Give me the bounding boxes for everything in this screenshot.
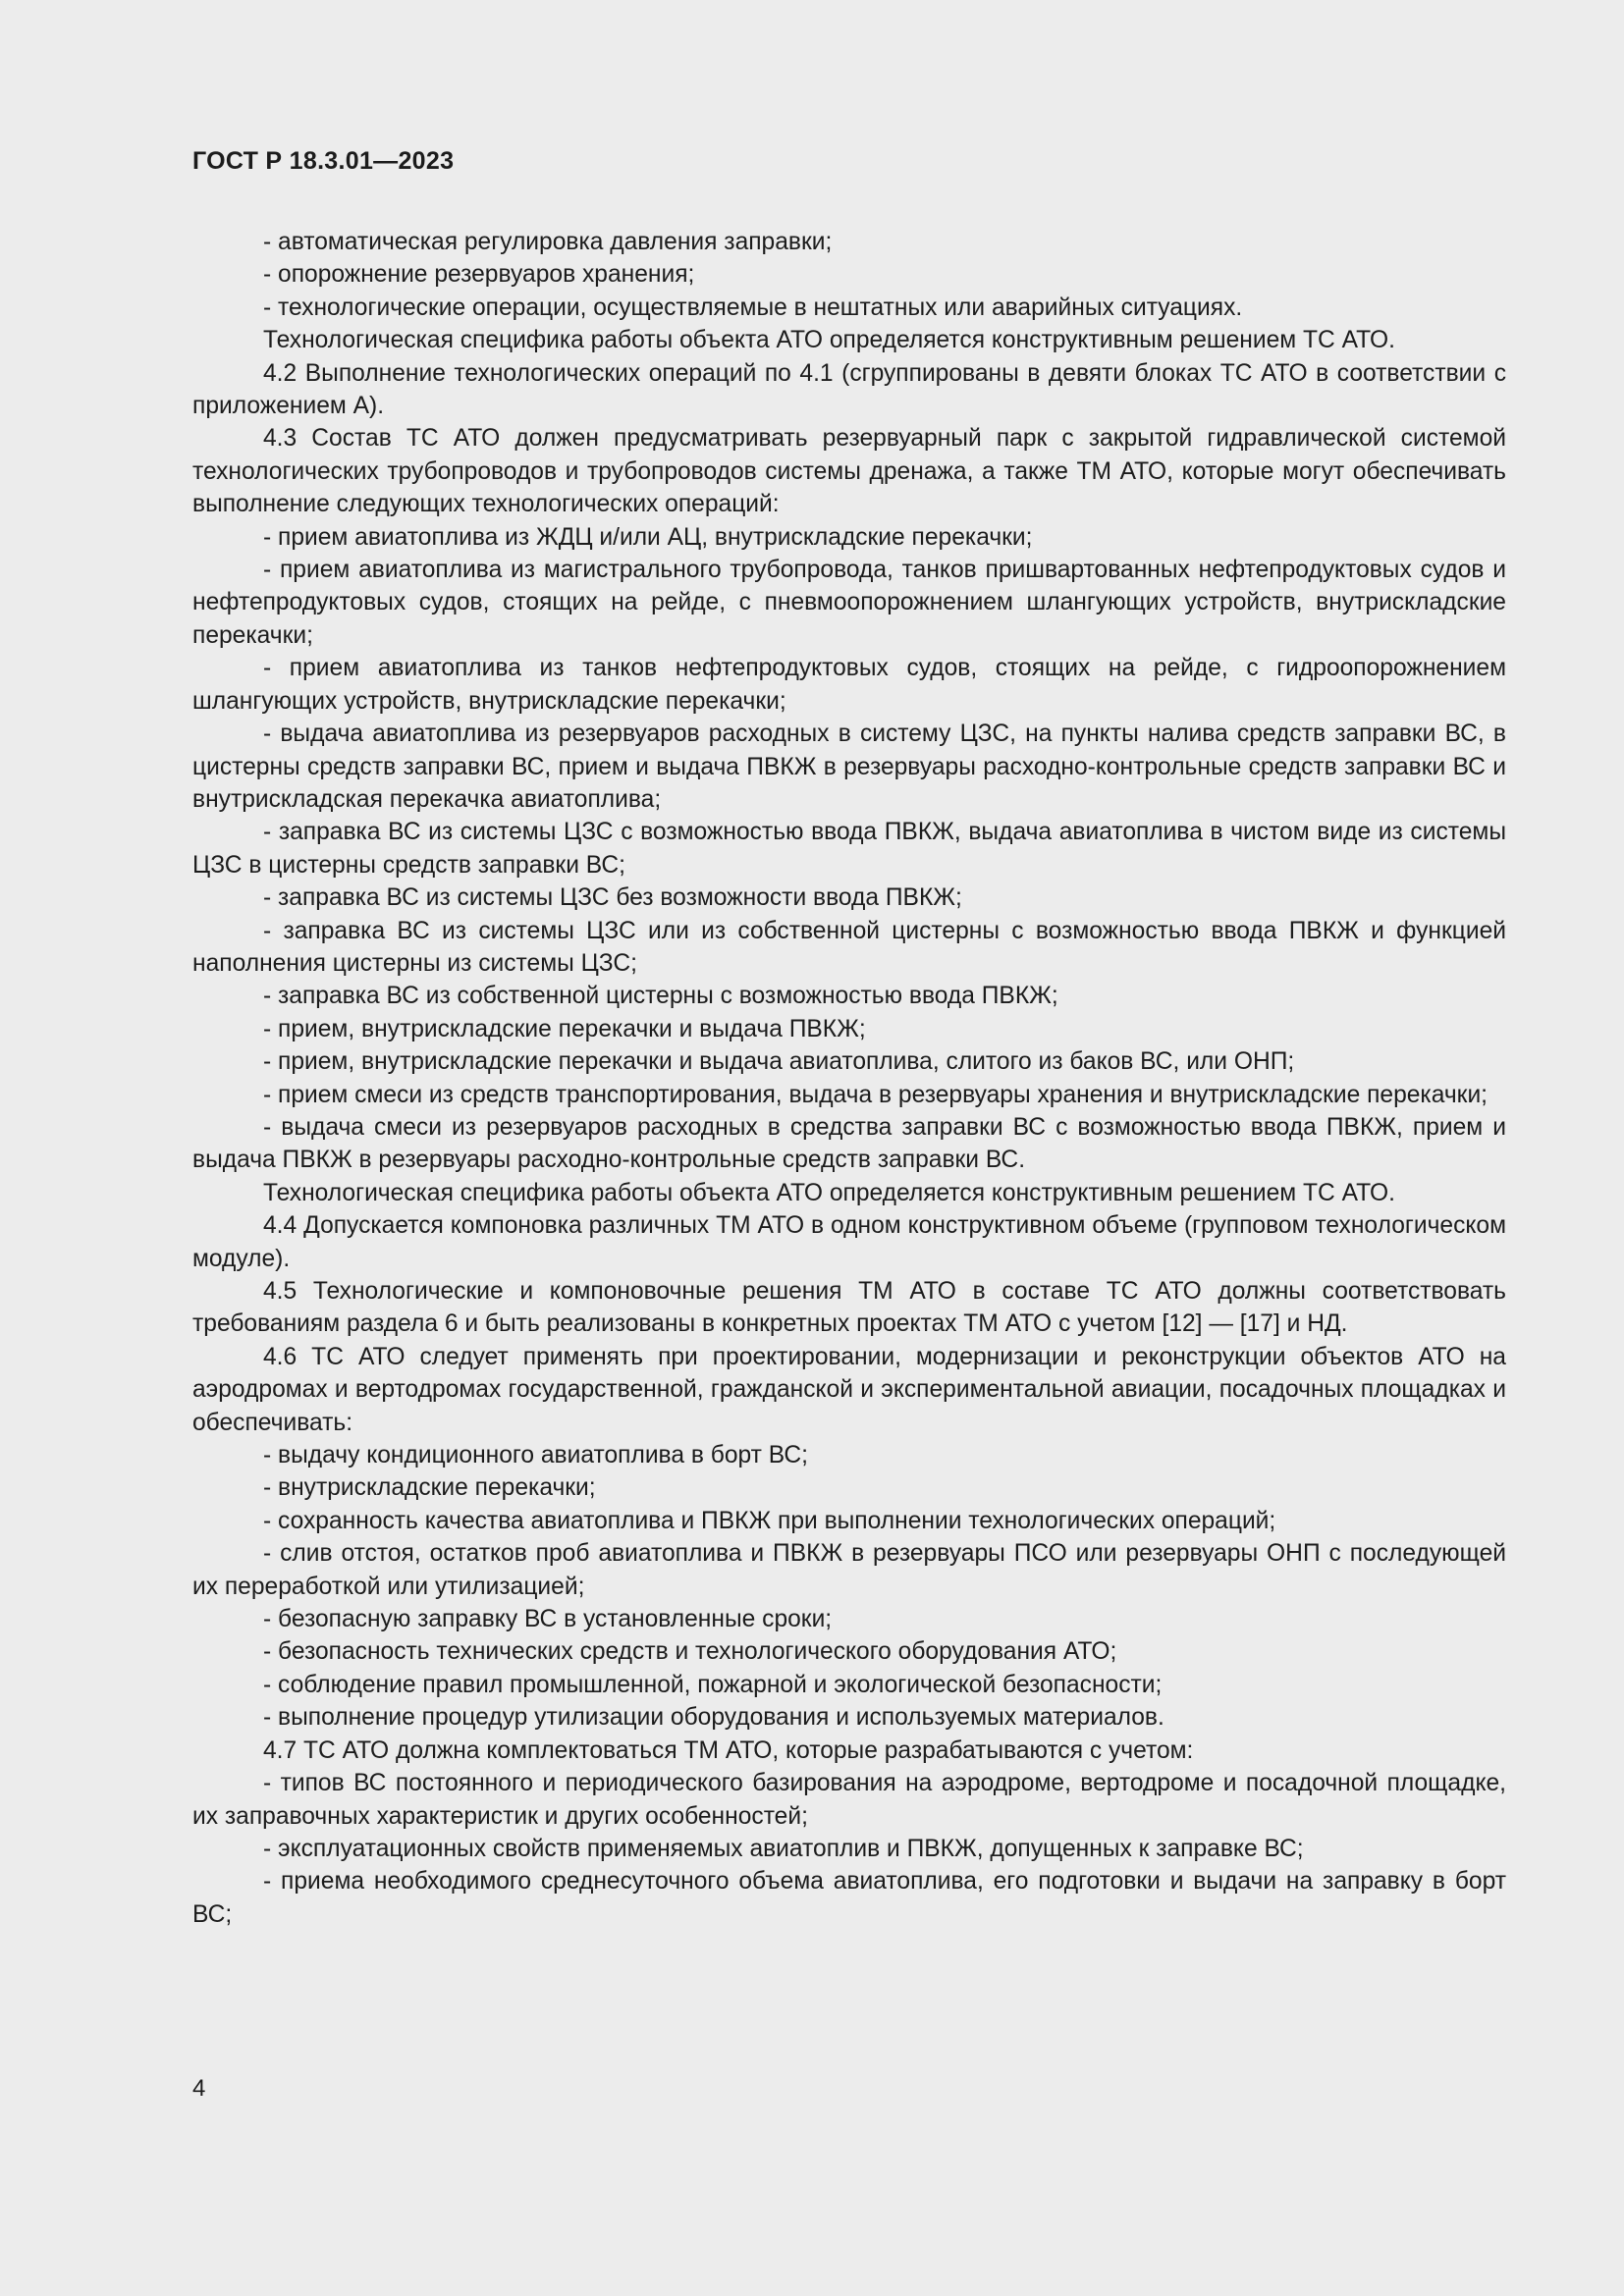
paragraph: 4.4 Допускается компоновка различных ТМ АТО в одном конструктивном объеме (групповом технологическом модуле).	[192, 1212, 1506, 1272]
paragraph: - заправка ВС из собственной цистерны с возможностью ввода ПВКЖ;	[263, 983, 1058, 1010]
paragraph: - выдачу кондиционного авиатоплива в борт ВС;	[263, 1442, 808, 1469]
paragraph: Технологическая специфика работы объекта АТО определяется конструктивным решением ТС АТО.	[263, 1179, 1395, 1206]
paragraph: 4.3 Состав ТС АТО должен предусматривать резервуарный парк с закрытой гидравлической системой технологических трубопроводов и трубопроводов системы дренажа, а также ТМ АТО, которые могут обеспечивать выполнение следующих технологических операций:	[192, 425, 1506, 518]
document-body	[192, 226, 1506, 1931]
paragraph: - соблюдение правил промышленной, пожарной и экологической безопасности;	[263, 1671, 1163, 1698]
paragraph: - слив отстоя, остатков проб авиатоплива и ПВКЖ в резервуары ПСО или резервуары ОНП с последующей их переработкой или утилизацией;	[192, 1540, 1506, 1600]
paragraph: - эксплуатационных свойств применяемых авиатоплив и ПВКЖ, допущенных к заправке ВС;	[263, 1835, 1304, 1862]
paragraph: - типов ВС постоянного и периодического базирования на аэродроме, вертодроме и посадочной площадке, их заправочных характеристик и других особенностей;	[192, 1770, 1506, 1830]
paragraph: - безопасную заправку ВС в установленные сроки;	[263, 1606, 833, 1633]
paragraph: - выполнение процедур утилизации оборудования и используемых материалов.	[263, 1704, 1164, 1732]
paragraph: - приема необходимого среднесуточного объема авиатоплива, его подготовки и выдачи на заправку в борт ВС;	[192, 1868, 1506, 1928]
page-number: 4	[192, 2075, 206, 2102]
paragraph: - автоматическая регулировка давления заправки;	[263, 229, 833, 255]
paragraph: - безопасность технических средств и технологического оборудования АТО;	[263, 1638, 1117, 1666]
paragraph: - заправка ВС из системы ЦЗС с возможностью ввода ПВКЖ, выдача авиатоплива в чистом виде из системы ЦЗС в цистерны средств заправки ВС;	[192, 819, 1506, 879]
paragraph: - прием авиатоплива из танков нефтепродуктовых судов, стоящих на рейде, с гидроопорожнением шлангующих устройств, внутрискладские перекачки;	[192, 655, 1506, 715]
paragraph: - прием, внутрискладские перекачки и выдача ПВКЖ;	[263, 1015, 866, 1042]
paragraph: Технологическая специфика работы объекта АТО определяется конструктивным решением ТС АТО.	[263, 327, 1395, 354]
paragraph: - внутрискладские перекачки;	[263, 1474, 596, 1502]
paragraph: 4.7 ТС АТО должна комплектоваться ТМ АТО, которые разрабатываются с учетом:	[263, 1736, 1194, 1764]
document-header: ГОСТ Р 18.3.01—2023	[192, 147, 455, 175]
paragraph: 4.2 Выполнение технологических операций по 4.1 (сгруппированы в девяти блоках ТС АТО в соответствии с приложением А).	[192, 359, 1506, 420]
paragraph: - прием авиатоплива из ЖДЦ и/или АЦ, внутрискладские перекачки;	[263, 523, 1033, 551]
paragraph: - выдача авиатоплива из резервуаров расходных в систему ЦЗС, на пункты налива средств заправки ВС, в цистерны средств заправки ВС, прием и выдача ПВКЖ в резервуары расходно-контрольные средств заправки ВС и внутрискладская перекачка авиатоплива;	[192, 721, 1506, 813]
paragraph: - прием, внутрискладские перекачки и выдача авиатоплива, слитого из баков ВС, или ОНП;	[263, 1048, 1295, 1076]
paragraph: - выдача смеси из резервуаров расходных в средства заправки ВС с возможностью ввода ПВКЖ, прием и выдача ПВКЖ в резервуары расходно-контрольные средств заправки ВС.	[192, 1113, 1506, 1174]
paragraph: - прием смеси из средств транспортирования, выдача в резервуары хранения и внутрискладские перекачки;	[263, 1081, 1489, 1108]
paragraph: - заправка ВС из системы ЦЗС или из собственной цистерны с возможностью ввода ПВКЖ и функцией наполнения цистерны из системы ЦЗС;	[192, 917, 1506, 977]
paragraph: - технологические операции, осуществляемые в нештатных или аварийных ситуациях.	[263, 294, 1243, 321]
paragraph: - прием авиатоплива из магистрального трубопровода, танков пришвартованных нефтепродуктовых судов и нефтепродуктовых судов, стоящих на рейде, с пневмоопорожнением шлангующих устройств, внутрискладские перекачки;	[192, 557, 1506, 649]
paragraph: - заправка ВС из системы ЦЗС без возможности ввода ПВКЖ;	[263, 884, 962, 912]
paragraph: 4.6 ТС АТО следует применять при проектировании, модернизации и реконструкции объектов АТО на аэродромах и вертодромах государственной, гражданской и экспериментальной авиации, посадочных площадках и обеспечивать:	[192, 1343, 1506, 1436]
paragraph: 4.5 Технологические и компоновочные решения ТМ АТО в составе ТС АТО должны соответствовать требованиям раздела 6 и быть реализованы в конкретных проектах ТМ АТО с учетом [12] — [17] и НД.	[192, 1278, 1506, 1338]
paragraph: - сохранность качества авиатоплива и ПВКЖ при выполнении технологических операций;	[263, 1507, 1276, 1534]
paragraph: - опорожнение резервуаров хранения;	[263, 261, 695, 289]
